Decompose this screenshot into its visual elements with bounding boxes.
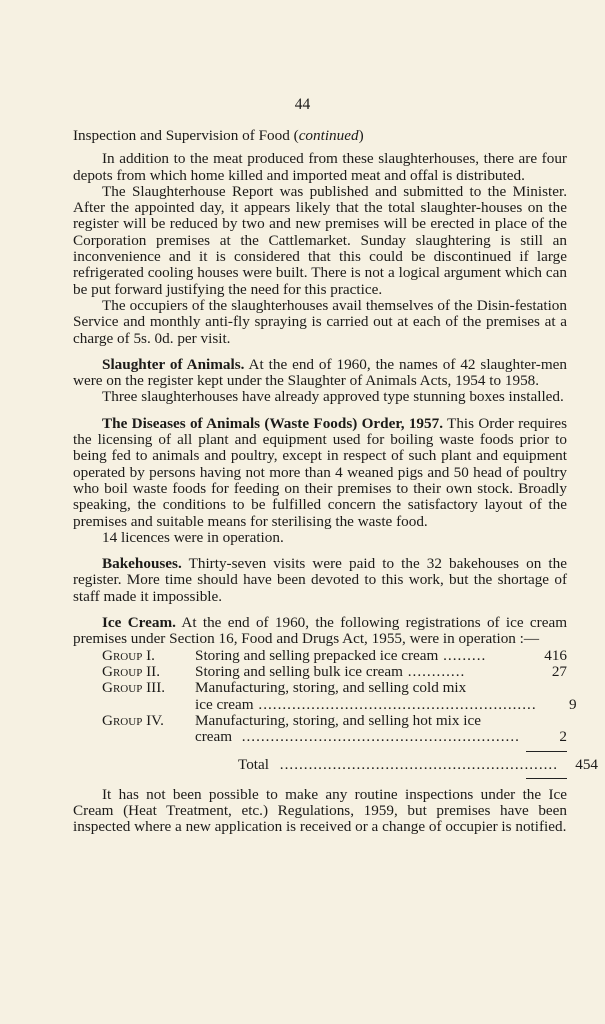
description-text: Storing and selling prepacked ice cream (195, 646, 439, 664)
paragraph-slaughter-of-animals (73, 357, 567, 390)
paragraph-bakehouses (73, 556, 567, 605)
slaughter-title: Slaughter of Animals. (102, 355, 245, 373)
group-label: Group IV. (102, 711, 164, 729)
total-row (73, 756, 599, 774)
description-text: cream (195, 728, 233, 746)
group-label: Group III. (102, 679, 166, 697)
total-count: 454 (575, 756, 599, 774)
heading-text: Inspection and Supervision of Food ( (73, 127, 299, 144)
section-heading (73, 128, 567, 144)
paragraph-licences: 14 licences were in operation. (102, 528, 284, 546)
group-label: Group I. (102, 646, 155, 664)
group-description (195, 729, 527, 745)
diseases-title: The Diseases of Animals (Waste Foods) Order, 1957. (102, 414, 443, 432)
paragraph-stunning: Three slaughterhouses have already approved type stunning boxes installed. (102, 388, 564, 406)
ice-cream-text: At the end of 1960, the following registrations of ice cream premises under Section 16, Food and Drugs Act, 1955, were in operation :— (73, 614, 568, 648)
table-row (73, 713, 567, 729)
group-count: 27 (551, 662, 567, 680)
table-row-continued (73, 695, 577, 713)
bakehouses-title: Bakehouses. (102, 555, 182, 573)
paragraph-disinfestation: The occupiers of the slaughterhouses avail themselves of the Disin-festation Service and monthly anti-fly spraying is carried out at each of the premises at a charge of 5s. 0d. per visit. (73, 296, 567, 347)
group-label: Group II. (102, 662, 161, 680)
paragraph-ice-cream (73, 615, 567, 648)
group-description (195, 697, 537, 713)
leader-dots: ......... (438, 646, 487, 664)
description-text: Storing and selling bulk ice cream (195, 662, 403, 680)
page-number: 44 (294, 96, 311, 113)
total-rule (526, 778, 567, 779)
paragraph-depots: In addition to the meat produced from these slaughterhouses, there are four depots from which home killed and imported meat and offal is distributed. (73, 150, 567, 184)
group-count: 416 (544, 646, 567, 664)
leader-dots: .......................................................... (232, 728, 520, 746)
description-text: ice cream (195, 695, 254, 713)
group-description (195, 648, 527, 664)
total-label: Total (238, 756, 269, 774)
page-content (73, 127, 599, 836)
total-leader (275, 757, 558, 773)
table-row (73, 648, 567, 664)
table-row (73, 664, 567, 680)
group-description: Manufacturing, storing, and selling hot mix ice (195, 711, 481, 729)
subtotal-rule (526, 751, 567, 752)
bakehouses-text: Thirty-seven visits were paid to the 32 bakehouses on the register. More time should have been devoted to this work, but the shortage of staff made it impossible. (73, 555, 567, 605)
leader-dots: ............ (402, 662, 466, 680)
table-row (73, 680, 567, 696)
heading-italic: continued (298, 127, 359, 144)
group-count: 9 (569, 695, 577, 713)
paragraph-closing: It has not been possible to make any routine inspections under the Ice Cream (Heat Treatment, etc.) Regulations, 1959, but premises have been inspected where a new application is received or a change of occupier is notified. (73, 785, 567, 836)
registration-table (73, 646, 599, 779)
ice-cream-title: Ice Cream. (102, 614, 176, 632)
leader-dots: .......................................................... (275, 756, 559, 774)
group-count: 2 (559, 728, 567, 746)
group-description (195, 664, 527, 680)
paragraph-slaughterhouse-report: The Slaughterhouse Report was published and submitted to the Minister. After the appointed day, it appears likely that the total slaughter-houses on the register will be reduced by two and new premises will be erected in place of the Corporation premises at the Cattlemarket. Sunday slaughtering is still an inconvenience and it is considered that this could be discontinued if large refrigerated cooling houses were built. There is not a logical argument which can be put forward justifying the need for this practice. (73, 182, 567, 298)
slaughter-text: At the end of 1960, the names of 42 slaughter-men were on the register kept under the Slaughter of Animals Acts, 1954 to 1958. (73, 355, 567, 390)
heading-close: ) (358, 127, 364, 144)
leader-dots: .......................................................... (253, 695, 537, 713)
group-description: Manufacturing, storing, and selling cold mix (195, 679, 467, 697)
diseases-text: This Order requires the licensing of all plant and equipment used for boiling waste foods prior to being fed to animals and poultry, except in respect of such plant and equipment operated by persons having not more than 4 weaned pigs and 50 head of poultry who boil waste foods for feeding on their premises to their own stock. Broadly speaking, the conditions to be fulfilled concern the satisfactory layout of the premises and suitable means for sterilising the waste food. (73, 414, 568, 530)
table-row-continued (73, 729, 567, 745)
paragraph-diseases-order (73, 416, 567, 530)
